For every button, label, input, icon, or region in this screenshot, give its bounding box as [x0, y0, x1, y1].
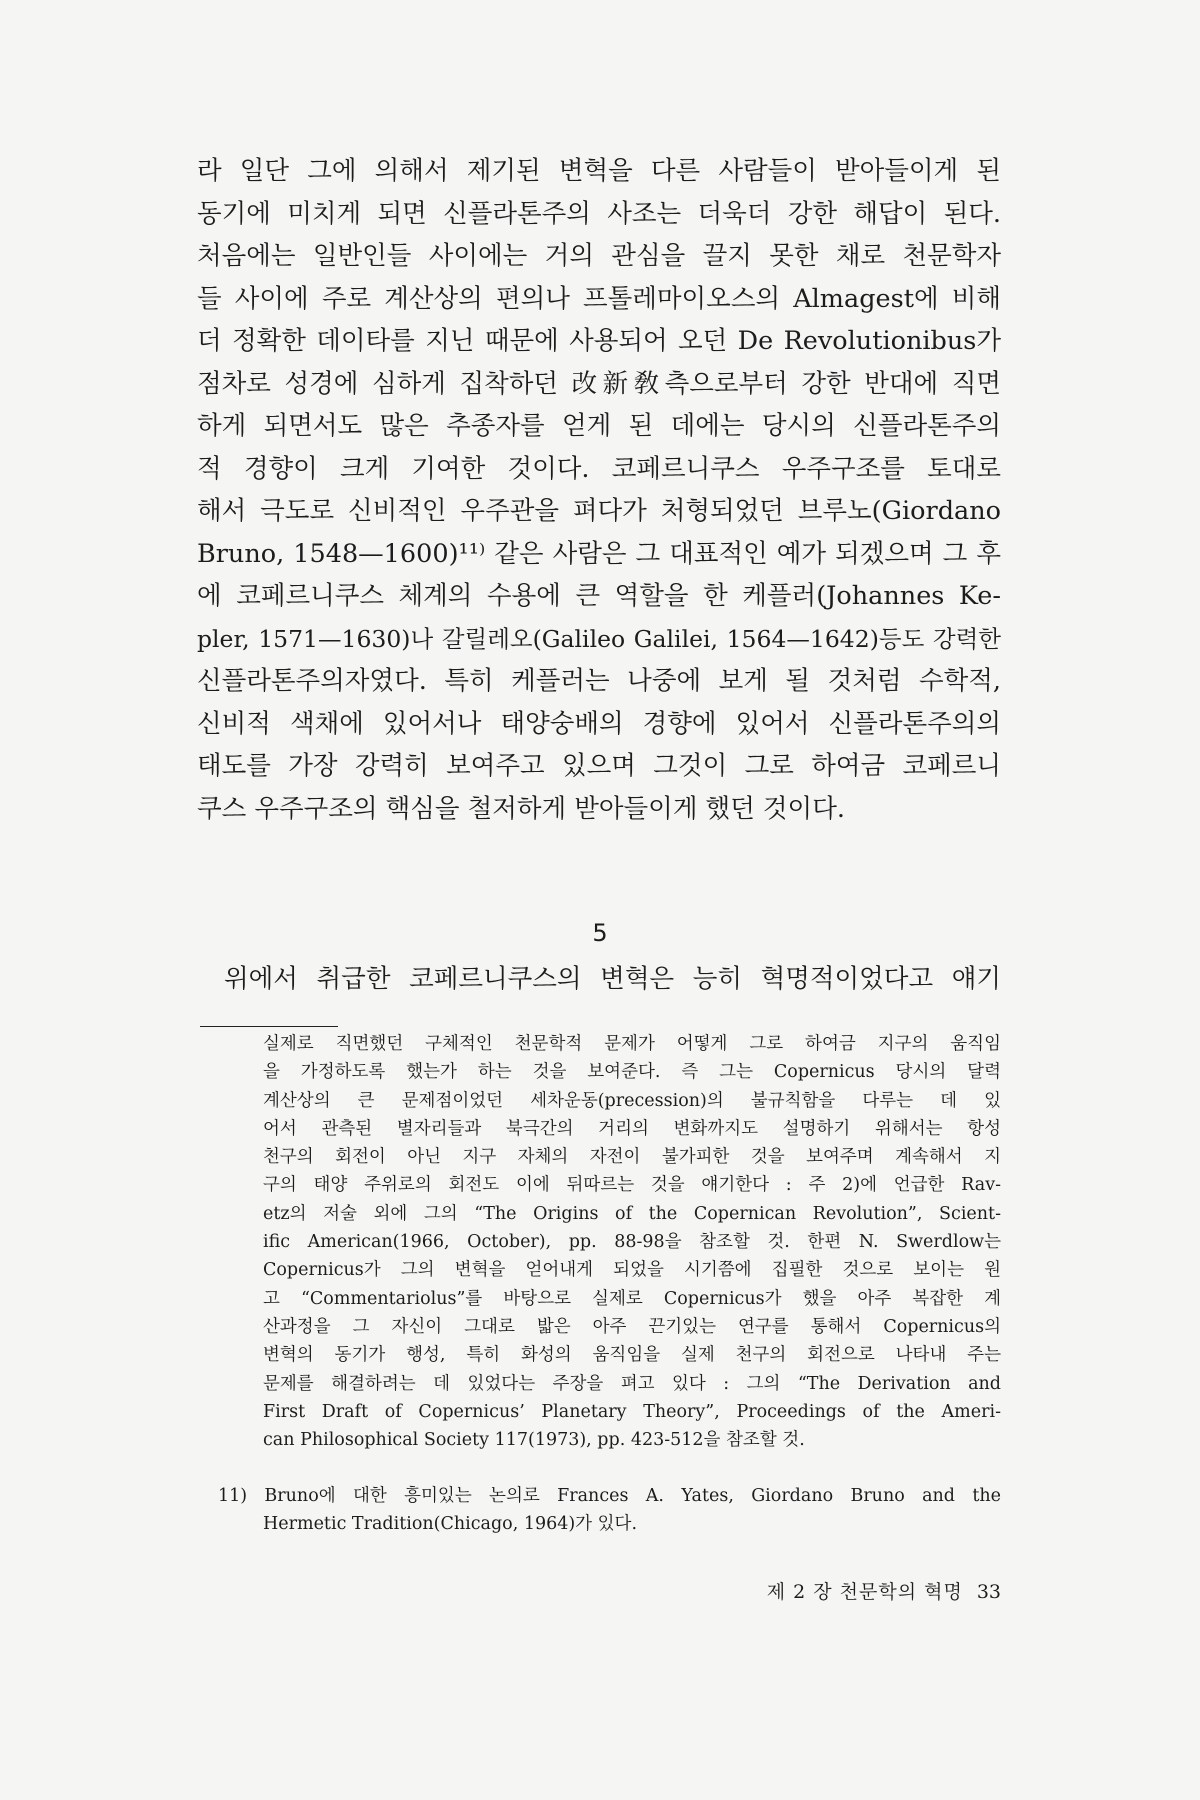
body-line: 동기에 미치게 되면 신플라톤주의 사조는 더욱더 강한 해답이 된다.: [197, 198, 1001, 229]
running-footer: [680, 1576, 1001, 1608]
body-line: 더 정확한 데이타를 지닌 때문에 사용되어 오던 De Revolutionibus가: [197, 326, 1001, 356]
footnote-line: 변혁의 동기가 행성, 특히 화성의 움직임을 실제 천구의 회전으로 나타내 주는: [263, 1345, 1001, 1366]
body-line: 쿠스 우주구조의 핵심을 철저하게 받아들이게 했던 것이다.: [197, 793, 845, 824]
body-line: 점차로 성경에 심하게 집착하던 改新敎측으로부터 강한 반대에 직면: [197, 368, 1001, 399]
footnote-line: 천구의 회전이 아닌 지구 자체의 자전이 불가피한 것을 보여주며 계속해서 지: [263, 1147, 1001, 1168]
footnote-line: 실제로 직면했던 구체적인 천문학적 문제가 어떻게 그로 하여금 지구의 움직임: [263, 1034, 1001, 1054]
section-number: 5: [592, 919, 608, 947]
body-line: 하게 되면서도 많은 추종자를 얻게 된 데에는 당시의 신플라톤주의: [197, 411, 1001, 441]
body-line: Bruno, 1548—1600)¹¹⁾ 같은 사람은 그 대표적인 예가 되겠으며 그 후: [197, 538, 1001, 569]
footnote-line: 11) Bruno에 대한 흥미있는 논의로 Frances A. Yates, Giordano Bruno and the: [218, 1486, 1001, 1506]
footnote-line: etz의 저술 외에 그의 “The Origins of the Copernican Revolution”, Scient-: [263, 1203, 1001, 1224]
footnote-line: 산과정을 그 자신이 그대로 밟은 아주 끈기있는 연구를 통해서 Copernicus의: [263, 1316, 1001, 1337]
body-line: 처음에는 일반인들 사이에는 거의 관심을 끌지 못한 채로 천문학자: [197, 241, 1001, 271]
footnote-line: 을 가정하도록 했는가 하는 것을 보여준다. 즉 그는 Copernicus 당시의 달력: [263, 1062, 1001, 1083]
footnote-line: ific American(1966, October), pp. 88-98을 참조할 것. 한편 N. Swerdlow는: [263, 1232, 1001, 1253]
body-line: 신플라톤주의자였다. 특히 케플러는 나중에 보게 될 것처럼 수학적,: [197, 666, 1001, 696]
page-number: 33: [976, 1581, 1001, 1603]
footnote-line: 문제를 해결하려는 데 있었다는 주장을 펴고 있다 : 그의 “The Derivation and: [263, 1373, 1001, 1394]
body-line: 적 경향이 크게 기여한 것이다. 코페르니쿠스 우주구조를 토대로: [197, 453, 1001, 484]
body-line: 신비적 색채에 있어서나 태양숭배의 경향에 있어서 신플라톤주의의: [197, 708, 1001, 739]
footnote-line: Hermetic Tradition(Chicago, 1964)가 있다.: [263, 1514, 638, 1535]
footnote-11: [218, 1482, 1001, 1539]
footnote-line: Copernicus가 그의 변혁을 얻어내게 되었을 시기쯤에 집필한 것으로 보이는 원: [263, 1260, 1001, 1281]
body-line: 들 사이에 주로 계산상의 편의나 프톨레마이오스의 Almagest에 비해: [197, 283, 1001, 314]
body-line: 해서 극도로 신비적인 우주관을 펴다가 처형되었던 브루노(Giordano: [197, 496, 1001, 526]
main-body-text: [197, 150, 1001, 830]
body-line: 라 일단 그에 의해서 제기된 변혁을 다른 사람들이 받아들이게 된: [197, 156, 1001, 186]
footnote-line: 구의 태양 주위로의 회전도 이에 뒤따르는 것을 얘기한다 : 주 2)에 언급한 Rav-: [263, 1175, 1001, 1196]
footnote-line: can Philosophical Society 117(1973), pp. 423-512을 참조할 것.: [263, 1430, 805, 1451]
footnote-line: First Draft of Copernicus’ Planetary Theory”, Proceedings of the Ameri-: [263, 1401, 1001, 1422]
section-first-line: 위에서 취급한 코페르니쿠스의 변혁은 능히 혁명적이었다고 얘기: [224, 964, 1001, 994]
chapter-title: 제 2 장 천문학의 혁명: [766, 1581, 963, 1603]
body-line: 에 코페르니쿠스 체계의 수용에 큰 역할을 한 케플러(Johannes Ke-: [197, 581, 1001, 611]
body-line: pler, 1571—1630)나 갈릴레오(Galileo Galilei, 1564—1642)등도 강력한: [197, 624, 1001, 653]
body-line: 태도를 가장 강력히 보여주고 있으며 그것이 그로 하여금 코페르니: [197, 751, 1001, 781]
footnote-line: 계산상의 큰 문제점이었던 세차운동(precession)의 불규칙함을 다루는 데 있: [263, 1090, 1001, 1111]
footnote-line: 고 “Commentariolus”를 바탕으로 실제로 Copernicus가 했을 아주 복잡한 계: [263, 1288, 1001, 1309]
footnote-continued: [263, 1030, 1001, 1454]
footnote-divider: [200, 1026, 338, 1027]
footnote-line: 어서 관측된 별자리들과 북극간의 거리의 변화까지도 설명하기 위해서는 항성: [263, 1118, 1001, 1139]
